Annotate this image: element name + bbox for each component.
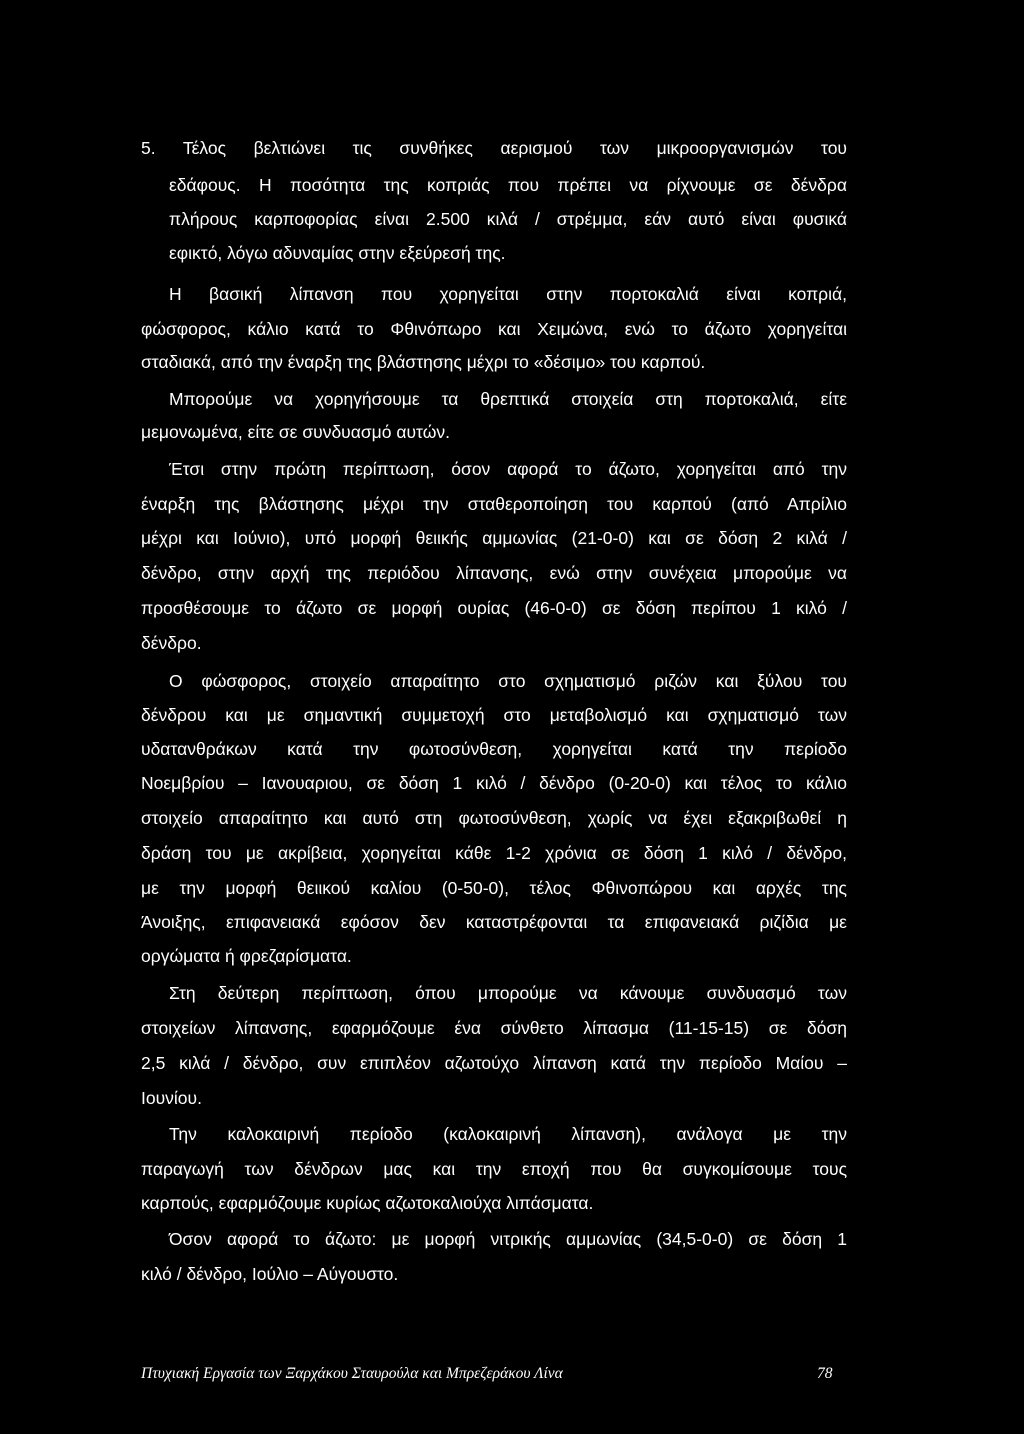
text-line: προσθέσουμε το άζωτο σε μορφή ουρίας (46-0-0) σε δόση περίπου 1 κιλό / bbox=[141, 598, 847, 618]
text-line: 5. Τέλος βελτιώνει τις συνθήκες αερισμού των μικροοργανισμών του bbox=[141, 138, 847, 158]
text-line: μέχρι και Ιούνιο), υπό μορφή θειικής αμμωνίας (21-0-0) και σε δόση 2 κιλά / bbox=[141, 528, 847, 548]
text-line: παραγωγή των δένδρων μας και την εποχή που θα συγκομίσουμε τους bbox=[141, 1159, 847, 1179]
text-line: οργώματα ή φρεζαρίσματα. bbox=[141, 946, 352, 966]
text-line: στοιχείο απαραίτητο και αυτό στη φωτοσύνθεση, χωρίς να έχει εξακριβωθεί η bbox=[141, 808, 847, 828]
text-line: Στη δεύτερη περίπτωση, όπου μπορούμε να κάνουμε συνδυασμό των bbox=[169, 983, 847, 1003]
text-line: στοιχείων λίπανσης, εφαρμόζουμε ένα σύνθετο λίπασμα (11-15-15) σε δόση bbox=[141, 1018, 847, 1038]
text-line: Μπορούμε να χορηγήσουμε τα θρεπτικά στοιχεία στη πορτοκαλιά, είτε bbox=[169, 389, 847, 409]
text-line: Έτσι στην πρώτη περίπτωση, όσον αφορά το άζωτο, χορηγείται από την bbox=[169, 459, 847, 479]
text-line: σταδιακά, από την έναρξη της βλάστησης μέχρι το «δέσιμο» του καρπού. bbox=[141, 352, 706, 372]
text-line: Ο φώσφορος, στοιχείο απαραίτητο στο σχηματισμό ριζών και ξύλου του bbox=[169, 671, 847, 691]
text-line: με την μορφή θειικού καλίου (0-50-0), τέλος Φθινοπώρου και αρχές της bbox=[141, 878, 847, 898]
text-line: εφικτό, λόγω αδυναμίας στην εξεύρεσή της. bbox=[169, 243, 506, 263]
text-line: Όσον αφορά το άζωτο: με μορφή νιτρικής αμμωνίας (34,5-0-0) σε δόση 1 bbox=[169, 1229, 847, 1249]
text-line: έναρξη της βλάστησης μέχρι την σταθεροποίηση του καρπού (από Απρίλιο bbox=[141, 494, 847, 514]
text-line: Ιουνίου. bbox=[141, 1088, 202, 1108]
text-line: 2,5 κιλά / δένδρο, συν επιπλέον αζωτούχο λίπανση κατά την περίοδο Μαίου – bbox=[141, 1053, 847, 1073]
text-line: Νοεμβρίου – Ιανουαριου, σε δόση 1 κιλό / δένδρο (0-20-0) και τέλος το κάλιο bbox=[141, 773, 847, 793]
text-line: εδάφους. Η ποσότητα της κοπριάς που πρέπει να ρίχνουμε σε δένδρα bbox=[169, 175, 847, 195]
text-line: μεμονωμένα, είτε σε συνδυασμό αυτών. bbox=[141, 422, 450, 442]
text-line: κιλό / δένδρο, Ιούλιο – Αύγουστο. bbox=[141, 1264, 399, 1284]
text-line: υδατανθράκων κατά την φωτοσύνθεση, χορηγείται κατά την περίοδο bbox=[141, 739, 847, 759]
text-line: δένδρο, στην αρχή της περιόδου λίπανσης, ενώ στην συνέχεια μπορούμε να bbox=[141, 563, 847, 583]
footer-text: Πτυχιακή Εργασία των Ξαρχάκου Σταυρούλα και Μπρεζεράκου Λίνα bbox=[141, 1365, 563, 1382]
text-line: καρπούς, εφαρμόζουμε κυρίως αζωτοκαλιούχα λιπάσματα. bbox=[141, 1193, 594, 1213]
page-number: 78 bbox=[817, 1365, 833, 1382]
text-line: δράση του με ακρίβεια, χορηγείται κάθε 1-2 χρόνια σε δόση 1 κιλό / δένδρο, bbox=[141, 843, 847, 863]
text-line: φώσφορος, κάλιο κατά το Φθινόπωρο και Χειμώνα, ενώ το άζωτο χορηγείται bbox=[141, 319, 847, 339]
text-line: δένδρο. bbox=[141, 633, 202, 653]
text-line: Άνοιξης, επιφανειακά εφόσον δεν καταστρέφονται τα επιφανειακά ριζίδια με bbox=[141, 912, 847, 932]
text-line: Την καλοκαιρινή περίοδο (καλοκαιρινή λίπανση), ανάλογα με την bbox=[169, 1124, 847, 1144]
text-line: δένδρου και με σημαντική συμμετοχή στο μεταβολισμό και σχηματισμό των bbox=[141, 705, 847, 725]
text-line: πλήρους καρποφορίας είναι 2.500 κιλά / στρέμμα, εάν αυτό είναι φυσικά bbox=[169, 209, 847, 229]
text-line: Η βασική λίπανση που χορηγείται στην πορτοκαλιά είναι κοπριά, bbox=[169, 284, 847, 304]
